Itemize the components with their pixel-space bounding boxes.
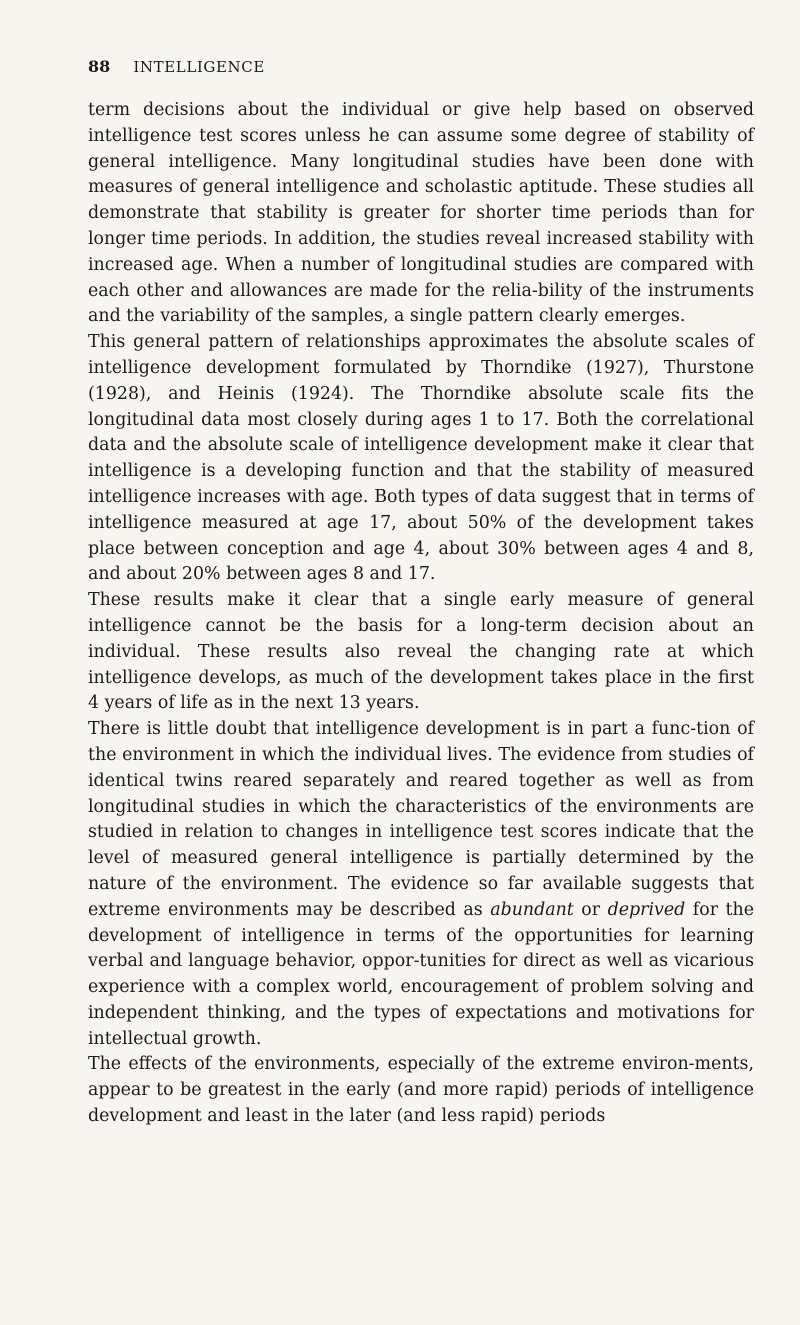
paragraph-text: There is little doubt that intelligence development is in part a func-tion of the environment in which the individual lives. The evidence from studies of identical twins reared separately and reared together as well as from longitudinal studies in which the characteristics of the environments are studied in relation to changes in intelligence test scores indicate that the level of measured general intelligence is partially determined by the nature of the environment. The evidence so far available suggests that extreme environments may be described as — [88, 719, 754, 920]
paragraph-text: These results make it clear that a single early measure of general intelligence cannot be the basis for a long-term decision about an individual. These results also reveal the changing rate at which intelligence develops, as much of the development takes place in the first 4 years of life as in the next 13 years. — [88, 590, 754, 714]
paragraph — [88, 1052, 754, 1129]
paragraph — [88, 330, 754, 588]
paragraph-text: or — [573, 899, 608, 920]
italic-term: deprived — [607, 899, 686, 920]
paragraph-text: The effects of the environments, especially of the extreme environ-ments, appear to be greatest in the early (and more rapid) periods of intelligence development and least in the later (and less rapid) periods — [88, 1054, 754, 1127]
paragraph-text: term decisions about the individual or give help based on observed intelligence test scores unless he can assume some degree of stability of general intelligence. Many longitudinal studies have been done with measures of general intelligence and scholastic aptitude. These studies all demonstrate that stability is greater for shorter time periods than for longer time periods. In addition, the studies reveal increased stability with increased age. When a number of longitudinal studies are compared with each other and allowances are made for the relia-bility of the instruments and the variability of the samples, a single pattern clearly emerges. — [88, 100, 754, 327]
paragraph — [88, 588, 754, 717]
paragraph-text: for the development of intelligence in terms of the opportunities for learning verbal and language behavior, oppor-tunities for direct as well as vicarious experience with a complex world, encouragement of problem solving and independent thinking, and the types of expectations and motivations for intellectual growth. — [88, 899, 754, 1049]
section-title: INTELLIGENCE — [133, 58, 265, 76]
paragraph-text: This general pattern of relationships approximates the absolute scales of intelligence development formulated by Thorndike (1927), Thurstone (1928), and Heinis (1924). The Thorndike absolute scale fits the longitudinal data most closely during ages 1 to 17. Both the correlational data and the absolute scale of intelligence development make it clear that intelligence is a developing function and that the stability of measured intelligence increases with age. Both types of data suggest that in terms of intelligence measured at age 17, about 50% of the development takes place between conception and age 4, about 30% between ages 4 and 8, and about 20% between ages 8 and 17. — [88, 332, 754, 585]
body-text — [88, 98, 754, 1130]
running-head — [88, 57, 748, 77]
paragraph — [88, 717, 754, 1052]
paragraph — [88, 98, 754, 330]
page-number: 88 — [88, 57, 111, 76]
italic-term: abundant — [490, 899, 574, 920]
